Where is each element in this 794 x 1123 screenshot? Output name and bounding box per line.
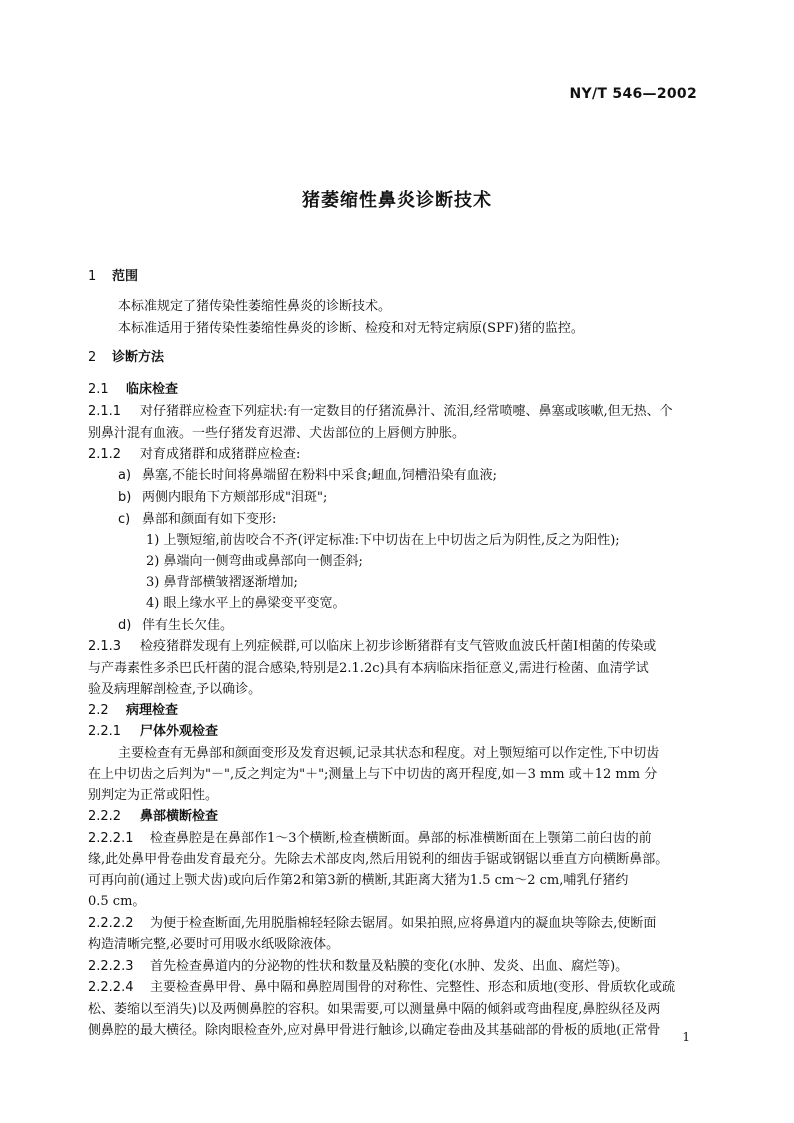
clause-2-2-1-heading (88, 723, 700, 741)
list-item-d (118, 617, 730, 635)
sub-list-item: 1) 上颚短缩,前齿咬合不齐(评定标准:下中切齿在上中切齿之后为阴性,反之为阳性); (146, 533, 620, 548)
list-text: 鼻塞,不能长时间将鼻端留在粉料中采食;衄血,饲槽沿染有血液; (142, 468, 498, 483)
clause-number: 2.2.2.4 (88, 980, 134, 995)
section-number: 2 (88, 350, 97, 365)
page-number: 1 (682, 1030, 690, 1044)
clause-title: 鼻部横断检查 (140, 809, 219, 824)
clause-text: 检疫猪群发现有上列症候群,可以临床上初步诊断猪群有支气管败血波氏杆菌Ⅰ相菌的传染或 (140, 639, 657, 654)
section-title: 范围 (112, 269, 139, 284)
paragraph-line: 别判定为正常或阳性。 (88, 788, 219, 803)
paragraph-line: 别鼻汁混有血液。一些仔猪发育迟滞、犬齿部位的上唇侧方肿胀。 (88, 426, 466, 441)
clause-2-2-2-1 (88, 830, 700, 848)
clause-2-2-2-4 (88, 979, 700, 997)
clause-number: 2.2.2 (88, 809, 122, 824)
clause-number: 2.1.2 (88, 447, 122, 462)
clause-2-2-2-2 (88, 915, 700, 933)
clause-2-1-3 (88, 638, 700, 656)
standard-code: NY/T 546—2002 (569, 86, 697, 102)
paragraph-line: 可再向前(通过上颚犬齿)或向后作第2和第3新的横断,其距离大猪为1.5 cm～2 cm,哺乳仔猪约 (88, 873, 629, 888)
clause-number: 2.2.1 (88, 724, 122, 739)
clause-2-2-2-heading (88, 808, 700, 826)
list-label: a) (118, 468, 132, 483)
paragraph-line: 构造清晰完整,必要时可用吸水纸吸除液体。 (88, 937, 340, 952)
list-label: b) (118, 490, 132, 505)
paragraph-line: 缘,此处鼻甲骨卷曲发育最充分。先除去术部皮肉,然后用锐利的细齿手锯或钢锯以垂直方向横断鼻部。 (88, 852, 669, 867)
list-label: c) (118, 512, 131, 527)
list-item-b (118, 489, 730, 507)
section-2-heading (88, 349, 700, 367)
clause-text: 检查鼻腔是在鼻部作1～3个横断,检查横断面。鼻部的标准横断面在上颚第二前臼齿的前 (150, 831, 652, 846)
list-label: d) (118, 618, 132, 633)
clause-2-2-2-3 (88, 958, 700, 976)
paragraph-line: 0.5 cm。 (88, 894, 146, 909)
clause-title: 尸体外观检查 (140, 724, 219, 739)
paragraph-line: 主要检查有无鼻部和颜面变形及发育迟顿,记录其状态和程度。对上颚短缩可以作定性,下中切齿 (118, 746, 660, 761)
subsection-2-1-heading (88, 381, 700, 399)
list-text: 鼻部和颜面有如下变形: (142, 512, 277, 527)
clause-text: 对仔猪群应检查下列症状:有一定数目的仔猪流鼻汁、流泪,经常喷嚏、鼻塞或咳嗽,但无热、个 (140, 404, 673, 419)
list-text: 伴有生长欠佳。 (142, 618, 234, 633)
section-title: 诊断方法 (112, 350, 165, 365)
clause-number: 2.1.1 (88, 404, 122, 419)
section-number: 2.2 (88, 703, 109, 718)
section-number: 2.1 (88, 382, 109, 397)
document-title: 猪萎缩性鼻炎诊断技术 (302, 190, 492, 211)
paragraph: 本标准适用于猪传染性萎缩性鼻炎的诊断、检疫和对无特定病原(SPF)猪的监控。 (118, 321, 584, 336)
clause-number: 2.2.2.3 (88, 959, 134, 974)
paragraph-line: 验及病理解剖检查,予以确诊。 (88, 682, 262, 697)
sub-list-item: 4) 眼上缘水平上的鼻梁变平变宽。 (146, 596, 346, 611)
clause-number: 2.2.2.1 (88, 831, 134, 846)
clause-number: 2.2.2.2 (88, 916, 134, 931)
clause-text: 主要检查鼻甲骨、鼻中隔和鼻腔周围骨的对称性、完整性、形态和质地(变形、骨质软化或疏 (150, 980, 676, 995)
clause-text: 为便于检查断面,先用脱脂棉轻轻除去锯屑。如果拍照,应将鼻道内的凝血块等除去,使断面 (150, 916, 657, 931)
clause-text: 对育成猪群和成猪群应检查: (140, 447, 301, 462)
list-item-a (118, 467, 730, 485)
clause-2-1-1 (88, 403, 700, 421)
list-item-c (118, 511, 730, 529)
sub-list-item: 2) 鼻端向一侧弯曲或鼻部向一侧歪斜; (146, 554, 363, 569)
section-title: 临床检查 (126, 382, 179, 397)
paragraph: 本标准规定了猪传染性萎缩性鼻炎的诊断技术。 (118, 299, 392, 314)
paragraph-line: 与产毒素性多杀巴氏杆菌的混合感染,特别是2.1.2c)具有本病临床指征意义,需进行检菌、血清学试 (88, 661, 649, 676)
section-title: 病理检查 (126, 703, 179, 718)
section-number: 1 (88, 269, 97, 284)
clause-number: 2.1.3 (88, 639, 122, 654)
paragraph-line: 侧鼻腔的最大横径。除肉眼检查外,应对鼻甲骨进行触诊,以确定卷曲及其基础部的骨板的质地(正常骨 (88, 1023, 661, 1038)
clause-text: 首先检查鼻道内的分泌物的性状和数量及粘膜的变化(水肿、发炎、出血、腐烂等)。 (150, 959, 629, 974)
section-1-heading (88, 268, 700, 286)
sub-list-item: 3) 鼻背部横皱褶逐渐增加; (146, 575, 298, 590)
subsection-2-2-heading (88, 702, 700, 720)
list-text: 两侧内眼角下方颊部形成"泪斑"; (142, 490, 328, 505)
paragraph-line: 松、萎缩以至消失)以及两侧鼻腔的容积。如果需要,可以测量鼻中隔的倾斜或弯曲程度,鼻腔纵径及两 (88, 1002, 661, 1017)
paragraph-line: 在上中切齿之后判为"－",反之判定为"＋";测量上与下中切齿的离开程度,如－3 mm 或＋12 mm 分 (88, 767, 658, 782)
clause-2-1-2 (88, 446, 700, 464)
